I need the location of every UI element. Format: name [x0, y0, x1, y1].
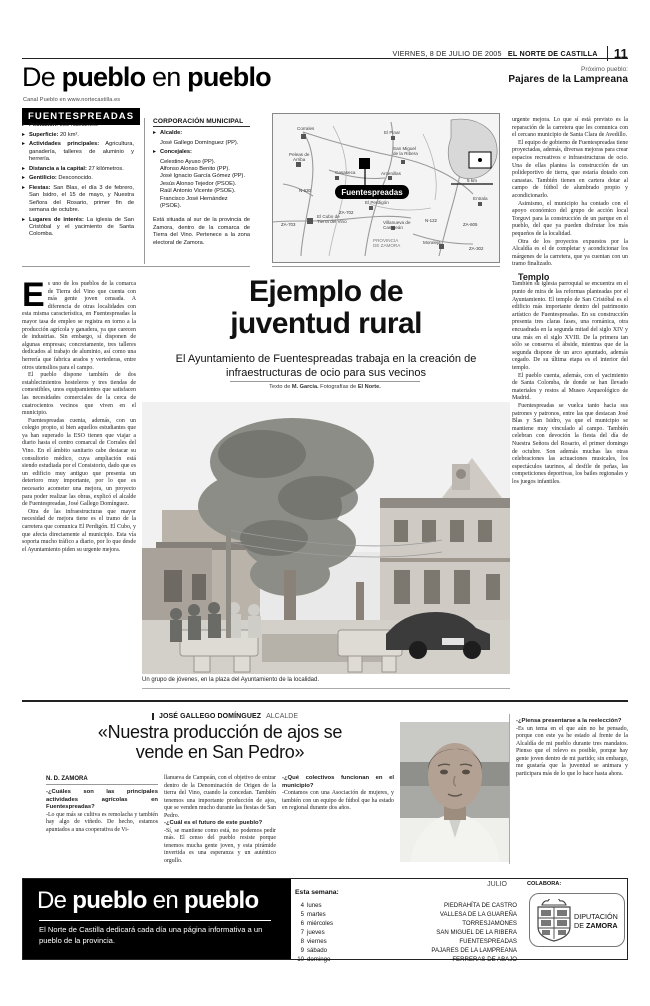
table-row	[295, 937, 517, 946]
fact-label: Distancia a la capital:	[29, 165, 87, 172]
councillor-name: Raúl Antonio Vicente (PSOE).	[160, 188, 236, 195]
week-town-name: FUENTESPREADAS	[459, 938, 517, 945]
diputacion-zamora: ZAMORA	[585, 921, 618, 930]
caption-rule	[142, 688, 510, 689]
svg-text:DE ZAMORA: DE ZAMORA	[373, 243, 401, 248]
map-marker-main	[359, 158, 370, 169]
paragraph: El equipo de gobierno de Fuentespreadas tiene proyectadas, además, diversas mejoras para crear espacios recreativos e infraestructuras de ocio. Una de ellas plantea la construcción de un polideportivo de tierra, que estaría dotado con canastas. También tienen en cartera dotar al campo de fútbol de alumbrado propio y acondicionarlo.	[512, 139, 628, 199]
svg-text:Arcenillas: Arcenillas	[381, 171, 401, 176]
interview-person-role: ALCALDE	[266, 713, 299, 720]
week-day-number: 4	[300, 902, 304, 909]
week-day-name: sábado	[307, 947, 327, 954]
interview-answer: -Es un tema en el que aún no he pensado, porque con este ya he estado al frente de la Alcaldía de mi pueblo durante tres mandatos. Pienso que el relevo es posible, porque hay gente joven dentro de mi partido; sin embargo, me gustaría que la juventud se animara y participara más de lo que lo hace hasta ahora.	[516, 725, 628, 777]
footer-tagline: El Norte de Castilla dedicará cada día una página informativa a un pueblo de la provincia.	[39, 925, 263, 945]
svg-text:Tierra del Vino: Tierra del Vino	[317, 219, 347, 224]
footer-logo-word-3: en	[146, 887, 184, 914]
interview-separator	[22, 700, 628, 702]
photo-graphic	[142, 402, 510, 674]
corporation-heading: CORPORACIÓN MUNICIPAL	[153, 118, 250, 127]
byline-prefix: Texto de	[269, 384, 292, 390]
week-day-name: jueves	[307, 929, 325, 936]
next-town	[508, 66, 628, 85]
week-schedule-table	[295, 901, 517, 964]
map-bottom-rule	[272, 266, 500, 267]
paragraph: También su iglesia parroquial se encuentra en el punto de mira de las reformas planteadas por el Ayuntamiento. El templo de San Cristóbal es el edificio más importante dentro del patrimonio artístico de Fuentespreadas. En su construcción presenta tres claras fases, una románica, otra encuadrada en la segunda mitad del siglo XIV y una más en el siglo XVIII. De la primera tan sólo se conserva el ábside, mientras que de la segunda dispone de un arco apuntado, además cegado. De su última etapa es el interior del templo.	[512, 281, 628, 371]
table-row	[295, 910, 517, 919]
collaborator-block	[527, 881, 627, 957]
fact-box-right-column	[144, 118, 250, 264]
interview-answer: -Lo que más se cultiva es remolacha y también hay algo de viñedo. De hecho, estamos apuntados a una cooperativa de Vi-	[46, 811, 158, 833]
svg-text:ZA-302: ZA-302	[469, 246, 484, 251]
fact-label: Lugares de interés:	[29, 216, 84, 223]
paragraph: urgente mejora. Lo que sí está previsto es la reparación de la carretera que les comunica con el cercano municipio de Santa Clara de Avedillo.	[512, 117, 628, 139]
interview-column-1	[46, 789, 158, 834]
diputacion-line-1: DIPUTACIÓN	[574, 912, 618, 921]
svg-text:Corrales: Corrales	[297, 126, 315, 131]
byline-author: M. García.	[291, 384, 319, 390]
week-day-name: miércoles	[307, 920, 334, 927]
councillor-name: José Ignacio García Gómez (PP).	[160, 173, 246, 180]
week-day-number: 9	[300, 947, 304, 954]
paragraph	[22, 276, 136, 372]
coat-of-arms-icon	[534, 899, 574, 943]
diputacion-text	[574, 912, 618, 930]
headline-line-2: juventud rural	[230, 307, 422, 340]
fact-item	[22, 132, 134, 139]
week-day-number: 7	[300, 929, 304, 936]
week-schedule	[295, 881, 525, 963]
councillor-name: Celestino Ayuso (PP).	[160, 158, 216, 165]
svg-text:N-122: N-122	[425, 218, 437, 223]
table-row	[295, 928, 517, 937]
interview-question: -¿Cuál es el futuro de este pueblo?	[164, 820, 263, 826]
svg-text:ZA-605: ZA-605	[463, 222, 478, 227]
week-town-name: PIEDRAHÍTA DE CASTRO	[443, 902, 517, 909]
councillors-label-item	[153, 149, 250, 156]
week-day-number: 5	[300, 911, 304, 918]
interview-question: -¿Piensa presentarse a la reelección?	[516, 718, 622, 724]
week-day-name: domingo	[307, 956, 331, 963]
svg-text:PROVINCIA: PROVINCIA	[373, 238, 399, 243]
fact-label: Población:	[29, 122, 59, 128]
logo-word-1: De	[22, 62, 62, 92]
dateline	[392, 46, 628, 61]
fact-label: Superficie:	[29, 131, 59, 138]
interview-portrait	[400, 722, 510, 862]
footer-section-logo	[37, 887, 258, 914]
svg-text:Fuentespreadas: Fuentespreadas	[341, 188, 403, 197]
week-town-name: FERRERAS DE ABAJO	[452, 956, 517, 963]
svg-text:Casaseca: Casaseca	[335, 170, 356, 175]
interview-answer-continued: llanueva de Campeán, con el objetivo de entrar dentro de la Denominación de Origen de la tierra del Vino, cuando la concedan. También tenemos una importante producción de ajos, que se venden mucho durante las fiestas de San Pedro.	[164, 775, 276, 819]
interview-vertical-rule	[509, 714, 510, 864]
paragraph: Fuentespreadas se vuelca tanto hacia sus patrones y patronos, entre las que destacan José Blas y San Isidro, ya que el municipio se mantiene muy vinculado al campo. También celebran con devoción la fiesta del día de Nuestra Señora del Rosario, el primer domingo de octubre. Son además muchas las otras celebraciones las actuaciones musicales, los espectáculos taurinos, al desfile de peñas, las competiciones deportivas, los bailes regionales y los juegos infantiles.	[512, 402, 628, 485]
headline-line-1: Ejemplo de	[248, 275, 404, 308]
logo-word-3: en	[145, 62, 188, 92]
svg-text:ZA-702: ZA-702	[339, 210, 354, 215]
section-logo	[22, 62, 271, 92]
paragraph-text: s uno de los pueblos de la comarca de Tierra del Vino que cuenta con más gente joven censada. A diferencia de otras localidades con esta misma característica, en Fuentespreadas la mayor tasa de empleo se registra en torno a la producción agrícola y ganadera, ya que carecen de industrias. Sin embargo, sí disponen de algunas empresas; concretamente, tres talleres dedicados al trabajo de aluminio, así como una herrería que fabrica arados y vertederas, entre otros utensilios para el campo.	[22, 281, 136, 371]
interview-person-name: JOSÉ GALLEGO DOMÍNGUEZ	[159, 713, 262, 720]
week-day-number: 6	[300, 920, 304, 927]
councillor-name: Francisco José Hernández (PSOE).	[160, 195, 228, 210]
logo-word-4: pueblo	[187, 62, 271, 92]
svg-text:El Pinar: El Pinar	[384, 130, 401, 135]
photo-caption: Un grupo de jóvenes, en la plaza del Ayuntamiento de la localidad.	[142, 677, 320, 683]
fact-value: San Blas, el día 3 de febrero, San Isidro, el 15 de mayo, y Nuestra Señora del Rosario, primer fin de semana de octubre.	[29, 184, 134, 213]
fact-label: Actividades principales:	[29, 141, 100, 148]
portrait-graphic	[400, 722, 510, 862]
week-day-number: 10	[297, 956, 304, 963]
article-byline	[200, 384, 450, 390]
interview-answer: -Contamos con una Asociación de mujeres, y también con un equipo de fútbol que ha estado en regional durante dos años.	[282, 790, 394, 811]
fact-value: 20 km².	[58, 131, 79, 138]
paragraph: Otra de las infraestructuras que mayor necesidad de mejora tiene es el tramo de la carretera que comunica El Perdigón. El Cubo, y que afecta directamente al municipio. Esta vía soporta mucho tráfico a diario, por lo que desde el Ayuntamiento piden su urgente mejora.	[22, 508, 136, 553]
section-heading: Templo	[518, 271, 550, 282]
table-row	[295, 901, 517, 910]
week-town-name: VALLESA DE LA GUAREÑA	[439, 911, 517, 918]
paragraph: El pueblo dispone también de dos establecimientos hosteleros y tres tiendas de comestibles, unos equipamientos que satisfacen las necesidades comerciales de la cerca de cuatrocientos vecinos que viven en el municipio.	[22, 372, 136, 417]
fact-label: Gentilicio:	[29, 175, 57, 182]
fact-item	[22, 141, 134, 163]
page-number: 11	[607, 46, 628, 61]
footer-logo-word-1: De	[37, 887, 73, 914]
week-town-name: SAN MIGUEL DE LA RIBERA	[436, 929, 517, 936]
next-town-name: Pajares de la Lampreana	[508, 74, 628, 85]
article-subhead: El Ayuntamiento de Fuentespreadas trabaja en la creación de infraestructuras de ocio para sus vecinos	[175, 353, 477, 379]
week-day-name: lunes	[307, 902, 322, 909]
main-photo	[142, 402, 510, 674]
svg-text:Villanueva de: Villanueva de	[383, 220, 411, 225]
week-day-name: martes	[307, 911, 326, 918]
next-town-label: Próximo pueblo:	[581, 66, 628, 73]
location-note: Está situada al sur de la provincia de Zamora, dentro de la comarca de Tierra del Vino. Pertenece a la zona electoral de Zamora.	[153, 217, 250, 246]
diputacion-logo	[529, 893, 625, 947]
fact-item	[22, 175, 134, 182]
footer-logo-word-2: pueblo	[72, 887, 147, 914]
interview-byline-rule	[46, 784, 158, 785]
town-name-badge: FUENTESPREADAS	[22, 108, 140, 125]
byline-source: El Norte.	[357, 384, 381, 390]
interview-column-4	[516, 718, 628, 778]
dateline-paper: EL NORTE DE CASTILLA	[507, 49, 598, 58]
fact-value: 27 kilómetros.	[86, 165, 124, 172]
councillor-name: Jesús Alonso Tejedor (PSOE).	[160, 180, 237, 187]
svg-text:Moraleja: Moraleja	[423, 240, 441, 245]
article-left-column	[22, 276, 136, 681]
map-scale-label: 5 km	[467, 178, 477, 183]
fact-label: Fiestas:	[29, 184, 51, 191]
paragraph: El pueblo cuenta, además, con el yacimiento de Santa Colomba, de donde se han llevado materiales y restos al Museo Arqueológico de Madrid.	[512, 372, 628, 402]
fact-item	[22, 166, 134, 173]
article-headline	[150, 276, 502, 340]
mayor-label: Alcalde:	[160, 130, 183, 136]
locator-map	[272, 113, 500, 263]
interview-question: -¿Cuáles son las principales actividades agrícolas en Fuentespreadas?	[46, 789, 158, 810]
interview-headline	[60, 722, 380, 762]
svg-text:San Miguel: San Miguel	[393, 146, 416, 151]
week-day-number: 8	[300, 938, 304, 945]
table-row	[295, 946, 517, 955]
week-day-name: viernes	[307, 938, 327, 945]
councillor-name: Alfonso Alonso Benito (PP).	[160, 166, 230, 172]
footer-logo-rule	[39, 920, 271, 921]
svg-text:de la Ribera: de la Ribera	[393, 151, 418, 156]
footer-banner	[22, 878, 628, 963]
fact-value: La iglesia de San Cristóbal y el yacimiento de Santa Colomba.	[29, 216, 134, 238]
interview-kicker	[152, 713, 298, 720]
fact-value: Agricultura, ganadería, talleres de aluminio y herrería.	[29, 141, 134, 162]
mayor-label-item	[153, 130, 250, 137]
interview-column-2	[164, 775, 276, 865]
fact-item	[22, 217, 134, 239]
svg-text:Entrala: Entrala	[473, 196, 488, 201]
diputacion-prefix: DE	[574, 921, 586, 930]
fact-item	[22, 122, 134, 129]
mayor-name: José Gallego Domínguez (PP).	[160, 139, 239, 146]
table-row	[295, 919, 517, 928]
fact-box-bottom-rule	[22, 266, 250, 267]
fact-box-left-column	[22, 122, 134, 241]
diputacion-line-2	[574, 921, 618, 930]
svg-text:Campeán: Campeán	[383, 225, 403, 230]
dateline-date: VIERNES, 8 DE JULIO DE 2005	[392, 49, 502, 58]
interview-answer: -Sí, se mantiene como está, no podemos pedir más. El censo del pueblo resiste porque tenemos mucha gente joven, y esta pirámide invertida es una esperanza y un auténtico orgullo.	[164, 827, 276, 864]
interview-headline-line-2: vende en San Pedro»	[135, 742, 305, 762]
paragraph: Asimismo, el municipio ha contado con el apoyo económico del grupo de acción local Torguvi para la construcción de un parque en el pueblo, del que ya pueden disfrutar los más pequeños de la localidad.	[512, 200, 628, 237]
fact-box	[22, 118, 250, 264]
collaborator-label: COLABORA:	[527, 881, 562, 887]
fact-item	[22, 185, 134, 215]
svg-text:ZA-703: ZA-703	[281, 222, 296, 227]
byline-mid: Fotografías de	[318, 384, 358, 390]
svg-text:El Perdigón: El Perdigón	[365, 200, 389, 205]
week-town-name: PAJARES DE LA LAMPREANA	[431, 947, 517, 954]
svg-text:Arriba: Arriba	[293, 157, 306, 162]
byline-rule	[230, 381, 420, 382]
week-schedule-month: JULIO	[487, 881, 507, 888]
svg-text:Peleas de: Peleas de	[289, 152, 310, 157]
svg-text:El Cubo de: El Cubo de	[317, 214, 340, 219]
drop-cap: E	[22, 276, 45, 314]
logo-subtitle: Canal Pueblo en www.nortecastilla.es	[23, 97, 121, 103]
week-schedule-title: Esta semana:	[295, 889, 339, 896]
interview-headline-line-1: «Nuestra producción de ajos se	[97, 722, 343, 742]
councillors-label: Concejales:	[160, 149, 192, 155]
fact-value: Desconocido.	[56, 175, 93, 182]
map-graphic	[273, 114, 499, 262]
interview-column-3	[282, 775, 394, 813]
footer-logo-word-4: pueblo	[183, 887, 259, 914]
table-row	[295, 955, 517, 964]
paragraph: Fuentespreadas cuenta, además, con un colegio propio, si bien aquellos estudiantes que ya han superado la ESO tienen que viajar a diario hasta el centro comarcal de Corrales del Vino. En el ámbito sanitario cabe destacar su consultorio médico, cuya ampliación está siendo estudiada por el Consistorio, dado que es un edificio muy antiguo que presenta un deterioro muy importante, por lo que es necesario acometer una mejora, un proyecto para poder realizar las obras, explicó el alcalde de Fuentespreadas, José Gallego Domínguez.	[22, 417, 136, 508]
fact-value: 388 habitantes.	[58, 122, 99, 128]
paragraph: Otra de los proyectos expuestos por la Alcaldía es el de completar y acondicionar los márgenes de la carretera, que ya cuentan con un tramo finalizado.	[512, 238, 628, 268]
interview-byline: N. D. ZAMORA	[46, 776, 88, 782]
interview-question: -¿Qué colectivos funcionan en el municipio?	[282, 775, 394, 789]
logo-word-2: pueblo	[61, 62, 146, 92]
week-town-name: TORRESJAMONES	[462, 920, 517, 927]
svg-text:N-630: N-630	[299, 188, 311, 193]
article-right-column	[512, 117, 628, 677]
footer-logo-block	[23, 879, 291, 959]
